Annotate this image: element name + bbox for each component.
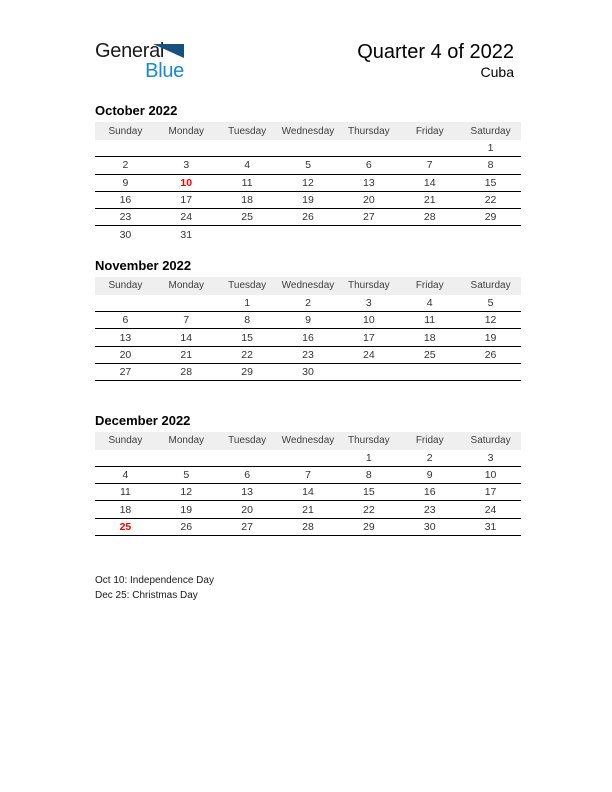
day-cell: 5 bbox=[305, 159, 311, 172]
week-row bbox=[95, 364, 521, 381]
document-header bbox=[357, 41, 514, 81]
page-subtitle: Cuba bbox=[480, 64, 514, 80]
day-cell: 28 bbox=[180, 366, 193, 379]
day-cell: 23 bbox=[119, 211, 132, 224]
day-cell: 10 bbox=[484, 469, 497, 481]
day-cell: 12 bbox=[302, 176, 314, 189]
day-cell: 26 bbox=[484, 348, 497, 361]
day-cell: 7 bbox=[305, 469, 311, 481]
month-title: October 2022 bbox=[95, 103, 178, 118]
day-cell: 16 bbox=[423, 486, 436, 499]
logo-text-blue: Blue bbox=[145, 60, 184, 82]
week-row bbox=[95, 329, 521, 346]
logo-triangle-icon bbox=[153, 44, 184, 58]
week-row bbox=[95, 157, 521, 174]
day-cell: 25 bbox=[241, 211, 253, 224]
day-cell: 13 bbox=[119, 331, 132, 344]
day-cell: 29 bbox=[484, 211, 497, 224]
month-section-december bbox=[95, 413, 521, 554]
day-cell: 2 bbox=[122, 159, 129, 172]
day-cell: 8 bbox=[244, 314, 251, 327]
page-title: Quarter 4 of 2022 bbox=[357, 41, 514, 63]
weekday-label: Thursday bbox=[348, 280, 390, 292]
day-cell: 17 bbox=[363, 331, 375, 344]
week-row bbox=[95, 140, 521, 157]
day-cell: 31 bbox=[180, 229, 193, 242]
weekday-label: Saturday bbox=[470, 280, 511, 292]
day-cell: 25 bbox=[423, 348, 436, 361]
day-cell: 19 bbox=[484, 331, 497, 344]
weekday-label: Tuesday bbox=[228, 125, 267, 137]
weekday-label: Wednesday bbox=[281, 280, 335, 292]
month-title: November 2022 bbox=[95, 257, 192, 273]
day-cell: 6 bbox=[122, 314, 129, 327]
weekday-label: Wednesday bbox=[281, 125, 335, 137]
day-cell: 3 bbox=[365, 296, 372, 309]
day-cell-holiday: 10 bbox=[180, 176, 193, 189]
week-row bbox=[95, 450, 521, 467]
week-row bbox=[95, 175, 521, 192]
day-cell: 22 bbox=[484, 194, 497, 207]
day-cell: 9 bbox=[426, 469, 433, 481]
logo-text-general: General bbox=[95, 40, 165, 62]
day-cell: 11 bbox=[241, 176, 253, 189]
day-cell: 21 bbox=[423, 194, 436, 207]
weekday-label: Friday bbox=[415, 435, 444, 447]
day-cell: 8 bbox=[365, 469, 372, 481]
day-cell: 13 bbox=[363, 176, 375, 189]
month-section-november bbox=[95, 258, 521, 399]
day-cell: 20 bbox=[363, 194, 375, 207]
week-row bbox=[95, 519, 521, 536]
day-cell: 30 bbox=[119, 229, 132, 242]
week-row bbox=[95, 295, 521, 312]
day-cell: 2 bbox=[426, 451, 433, 464]
week-row bbox=[95, 192, 521, 209]
month-title: December 2022 bbox=[95, 412, 191, 428]
holiday-note: Oct 10: Independence Day bbox=[95, 575, 214, 587]
day-cell: 17 bbox=[484, 486, 497, 499]
day-cell: 21 bbox=[302, 503, 314, 516]
day-cell: 4 bbox=[122, 469, 129, 481]
day-cell: 30 bbox=[423, 520, 436, 533]
weekday-label: Wednesday bbox=[281, 435, 335, 447]
day-cell: 10 bbox=[363, 314, 375, 327]
week-row bbox=[95, 501, 521, 518]
day-cell: 21 bbox=[180, 348, 193, 361]
day-cell: 6 bbox=[365, 159, 372, 172]
weekday-label: Saturday bbox=[470, 125, 511, 137]
week-row bbox=[95, 347, 521, 364]
day-cell: 24 bbox=[363, 348, 375, 361]
day-cell: 14 bbox=[180, 331, 193, 344]
day-cell: 4 bbox=[426, 296, 433, 309]
calendar-grid bbox=[95, 103, 521, 603]
month-table bbox=[95, 432, 521, 554]
logo bbox=[95, 40, 205, 82]
day-cell: 5 bbox=[183, 469, 190, 481]
day-cell: 28 bbox=[423, 211, 436, 224]
weekday-label: Monday bbox=[168, 125, 205, 137]
day-cell: 15 bbox=[363, 486, 375, 499]
day-cell: 7 bbox=[183, 314, 190, 327]
day-cell: 27 bbox=[119, 366, 132, 379]
month-section-october bbox=[95, 103, 521, 244]
day-cell: 23 bbox=[423, 503, 436, 516]
day-cell: 29 bbox=[363, 520, 375, 533]
day-cell: 29 bbox=[241, 366, 253, 379]
day-cell: 23 bbox=[302, 348, 314, 361]
day-cell: 15 bbox=[484, 176, 497, 189]
day-cell: 2 bbox=[305, 296, 311, 309]
day-cell: 19 bbox=[180, 503, 193, 516]
weekday-header-row bbox=[95, 277, 521, 295]
day-cell: 1 bbox=[244, 296, 251, 309]
week-row bbox=[95, 381, 521, 398]
weekday-label: Tuesday bbox=[228, 280, 267, 292]
week-row bbox=[95, 226, 521, 243]
day-cell: 3 bbox=[183, 159, 190, 172]
day-cell: 27 bbox=[363, 211, 375, 224]
day-cell: 12 bbox=[484, 314, 497, 327]
day-cell: 7 bbox=[426, 159, 433, 172]
day-cell: 30 bbox=[302, 366, 314, 379]
day-cell: 22 bbox=[363, 503, 375, 516]
week-row bbox=[95, 209, 521, 226]
weekday-label: Sunday bbox=[108, 435, 143, 447]
month-table bbox=[95, 122, 521, 244]
day-cell: 28 bbox=[302, 520, 314, 533]
weekday-header-row bbox=[95, 432, 521, 450]
day-cell: 18 bbox=[241, 194, 253, 207]
day-cell: 14 bbox=[423, 176, 436, 189]
day-cell: 14 bbox=[302, 486, 314, 499]
weekday-label: Friday bbox=[415, 125, 444, 137]
day-cell: 17 bbox=[180, 194, 193, 207]
day-cell: 9 bbox=[305, 314, 311, 327]
day-cell: 4 bbox=[244, 159, 251, 172]
weekday-label: Sunday bbox=[108, 125, 143, 137]
day-cell: 26 bbox=[302, 211, 314, 224]
weekday-label: Tuesday bbox=[228, 435, 267, 447]
day-cell: 12 bbox=[180, 486, 193, 499]
day-cell: 27 bbox=[241, 520, 253, 533]
day-cell: 19 bbox=[302, 194, 314, 207]
weekday-label: Monday bbox=[168, 280, 205, 292]
day-cell: 20 bbox=[119, 348, 132, 361]
day-cell: 11 bbox=[119, 486, 131, 499]
day-cell: 5 bbox=[487, 296, 494, 309]
day-cell: 1 bbox=[365, 451, 372, 464]
day-cell: 22 bbox=[241, 348, 253, 361]
holiday-notes bbox=[95, 573, 521, 603]
day-cell-holiday: 25 bbox=[119, 520, 132, 533]
weekday-label: Thursday bbox=[348, 125, 390, 137]
weekday-label: Monday bbox=[168, 435, 205, 447]
day-cell: 6 bbox=[244, 469, 251, 481]
day-cell: 1 bbox=[487, 142, 494, 155]
day-cell: 15 bbox=[241, 331, 253, 344]
holiday-note: Dec 25: Christmas Day bbox=[95, 590, 198, 602]
week-row bbox=[95, 467, 521, 484]
weekday-label: Sunday bbox=[108, 280, 143, 292]
weekday-header-row bbox=[95, 122, 521, 140]
day-cell: 16 bbox=[119, 194, 132, 207]
weekday-label: Friday bbox=[415, 280, 444, 292]
day-cell: 16 bbox=[302, 331, 314, 344]
month-table bbox=[95, 277, 521, 399]
day-cell: 9 bbox=[122, 176, 129, 189]
day-cell: 3 bbox=[487, 451, 494, 464]
weekday-label: Thursday bbox=[348, 435, 390, 447]
week-row bbox=[95, 312, 521, 329]
day-cell: 24 bbox=[484, 503, 497, 516]
day-cell: 18 bbox=[119, 503, 132, 516]
day-cell: 11 bbox=[424, 314, 436, 327]
day-cell: 8 bbox=[487, 159, 494, 172]
weekday-label: Saturday bbox=[470, 435, 511, 447]
day-cell: 18 bbox=[423, 331, 436, 344]
day-cell: 24 bbox=[180, 211, 193, 224]
day-cell: 26 bbox=[180, 520, 193, 533]
week-row bbox=[95, 484, 521, 501]
day-cell: 20 bbox=[241, 503, 253, 516]
day-cell: 31 bbox=[484, 520, 497, 533]
week-row bbox=[95, 536, 521, 553]
day-cell: 13 bbox=[241, 486, 253, 499]
